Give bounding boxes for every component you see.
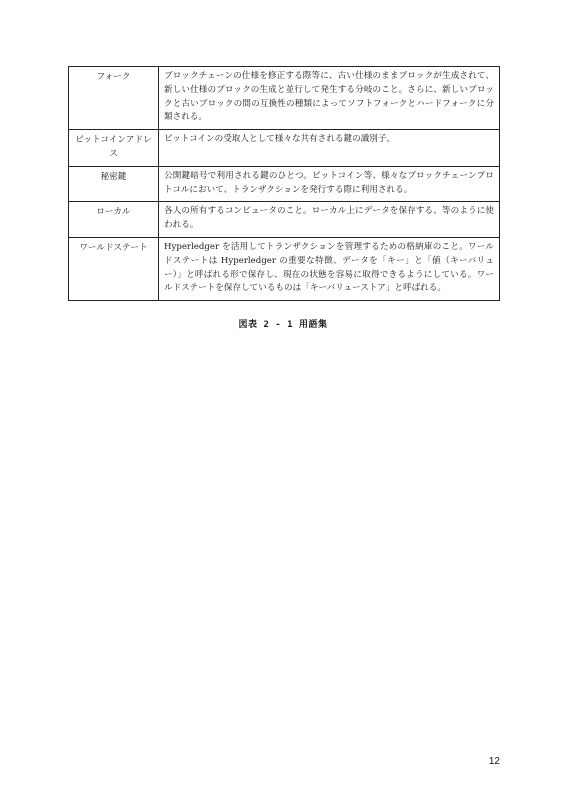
term-cell: ローカル bbox=[69, 202, 159, 238]
table-row bbox=[69, 130, 500, 167]
term-cell: ワールドステート bbox=[69, 237, 159, 300]
term-cell: 秘密鍵 bbox=[69, 166, 159, 202]
definition-cell: ビットコインの受取人として様々な共有される鍵の識別子。 bbox=[159, 130, 500, 167]
table-row bbox=[69, 237, 500, 300]
page-number: 12 bbox=[488, 756, 500, 767]
definition-cell: Hyperledger を活用してトランザクションを管理するための格納庫のこと。ワールドステートは Hyperledger の重要な特徴、データを「キー」と「値（キーバリュー）」と呼ばれる形で保存し、現在の状態を容易に取得できるようにしている。ワールドステートを保存しているものは「キーバリューストア」と呼ばれる。 bbox=[159, 237, 500, 300]
term-cell: フォーク bbox=[69, 67, 159, 130]
glossary-table bbox=[68, 66, 500, 301]
term-cell: ビットコインアドレス bbox=[69, 130, 159, 167]
table-caption: 図表 2 - 1 用語集 bbox=[238, 320, 328, 330]
definition-cell: 公開鍵暗号で利用される鍵のひとつ。ビットコイン等、様々なブロックチェーンプロトコルにおいて、トランザクションを発行する際に利用される。 bbox=[159, 166, 500, 202]
definition-cell: 各人の所有するコンピュータのこと。ローカル上にデータを保存する、等のように使われる。 bbox=[159, 202, 500, 238]
table-row bbox=[69, 202, 500, 238]
table-row bbox=[69, 67, 500, 130]
definition-cell: ブロックチェーンの仕様を修正する際等に、古い仕様のままブロックが生成されて、新しい仕様のブロックの生成と並行して発生する分岐のこと。さらに、新しいブロックと古いブロックの間の互換性の種類によってソフトフォークとハードフォークに分類される。 bbox=[159, 67, 500, 130]
table-row bbox=[69, 166, 500, 202]
